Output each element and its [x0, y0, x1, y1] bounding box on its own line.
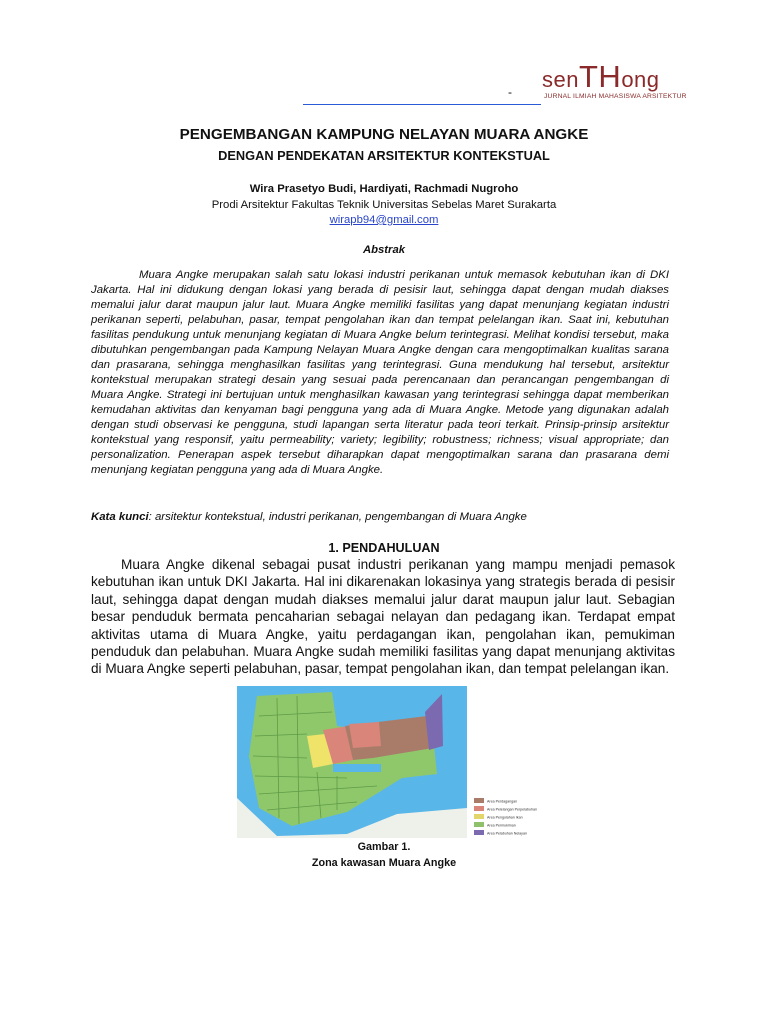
legend-swatch [474, 814, 484, 819]
paper-subtitle: DENGAN PENDEKATAN ARSITEKTUR KONTEKSTUAL [218, 148, 550, 163]
paper-title: PENGEMBANGAN KAMPUNG NELAYAN MUARA ANGKE [179, 126, 589, 143]
author-email-link[interactable]: wirapb94@gmail.com [329, 214, 439, 226]
figure-number: Gambar 1. [357, 841, 411, 853]
paper-affiliation: Prodi Arsitektur Fakultas Teknik Universitas Sebelas Maret Surakarta [211, 199, 557, 211]
abstract-body [91, 268, 669, 478]
journal-logo [542, 59, 687, 106]
keywords-label: Kata kunci [91, 511, 149, 523]
map-auction-zone-b [349, 722, 381, 748]
section-heading: 1. PENDAHULUAN [328, 541, 440, 555]
abstract-paragraph: Muara Angke merupakan salah satu lokasi industri perikanan untuk memasok kebutuhan ikan di DKI Jakarta. Hal ini didukung dengan lokasi yang berada di pesisir laut, sehingga dapat dengan mudah diakses memalui jalur darat maupun jalur laut. Muara Angke memiliki fasilitas yang dapat menunjang kegiatan industri perikanan seperti, pelabuhan, pasar, tempat pengolahan ikan dan tempat pelelangan ikan. Saat ini, kebutuhan fasilitas pendukung untuk menunjang kegiatan di Muara Angke belum terintegrasi. Melihat kondisi tersebut, maka dibutuhkan pengembangan pada Kampung Nelayan Muara Angke dengan cara mengoptimalkan kualitas sarana dan prasarana, sehingga menghasilkan fasilitas yang terintegrasi. Guna mendukung hal tersebut, arsitektur kontekstual merupakan strategi desain yang sesuai pada perencanaan dan perancangan pengembangan di Muara Angke. Strategi ini bertujuan untuk menghasilkan kawasan yang terintegrasi sehingga dapat memberikan kemudahan aktivitas dan kenyaman bagi pengguna yang ada di Muara Angke. Metode yang digunakan adalah dengan studi observasi ke pengguna, studi lapangan serta literatur pada teori terkait. Prinsip-prinsip arsitektur kontekstual yang responsif, yaitu permeability; variety; legibility; robustness; richness; visual appropriate; dan personalization. Penerapan aspek tersebut diharapkan dapat mengoptimalkan sarana dan prasarana demi menunjang kegiatan pengguna yang ada di Muara Angke. [91, 269, 669, 476]
header-rule [303, 104, 541, 105]
legend-label: Area Permukiman [487, 823, 516, 828]
intro-paragraph: Muara Angke dikenal sebagai pusat industri perikanan yang mampu menjadi pemasok kebutuhan ikan untuk DKI Jakarta. Hal ini dikarenakan lokasinya yang strategis berada di pesisir laut, sehingga dapat dengan mudah diakses memalui jalur darat maupun jalur laut. Sebagian besar penduduk bermata pencaharian sebagai nelayan dan pedagang ikan. Terdapat empat aktivitas utama di Muara Angke, yaitu perdagangan ikan, pengolahan ikan, pemukiman penduduk dan pelabuhan. Muara Angke sudah memiliki fasilitas yang dapat menunjang aktivitas di Muara Angke seperti pelabuhan, pasar, tempat pengolahan ikan, dan tempat pelelangan ikan. [91, 557, 675, 677]
logo-subtitle: JURNAL ILMIAH MAHASISWA ARSITEKTUR [544, 93, 687, 100]
legend-label: Area Perdagangan [487, 799, 518, 804]
legend-swatch [474, 806, 484, 811]
legend-swatch [474, 798, 484, 803]
keywords-text: : arsitektur kontekstual, industri perikanan, pengembangan di Muara Angke [148, 511, 527, 523]
zone-map-figure [237, 686, 567, 838]
paper-authors: Wira Prasetyo Budi, Hardiyati, Rachmadi Nugroho [249, 183, 519, 195]
map-basin [333, 764, 381, 772]
legend-swatch [474, 830, 484, 835]
keywords [91, 511, 691, 523]
header-dash: - [508, 85, 512, 99]
legend-label: Area Pelabuhan Nelayan [487, 831, 527, 836]
intro-body [91, 556, 675, 678]
logo-wordmark: senTHong [542, 59, 660, 94]
legend-label: Area Pengolahan Ikan [487, 815, 523, 820]
figure-caption: Zona kawasan Muara Angke [311, 857, 457, 869]
abstract-heading: Abstrak [362, 244, 406, 256]
legend-label: Area Pelelangan Perpelabuhan [487, 807, 537, 812]
legend-swatch [474, 822, 484, 827]
